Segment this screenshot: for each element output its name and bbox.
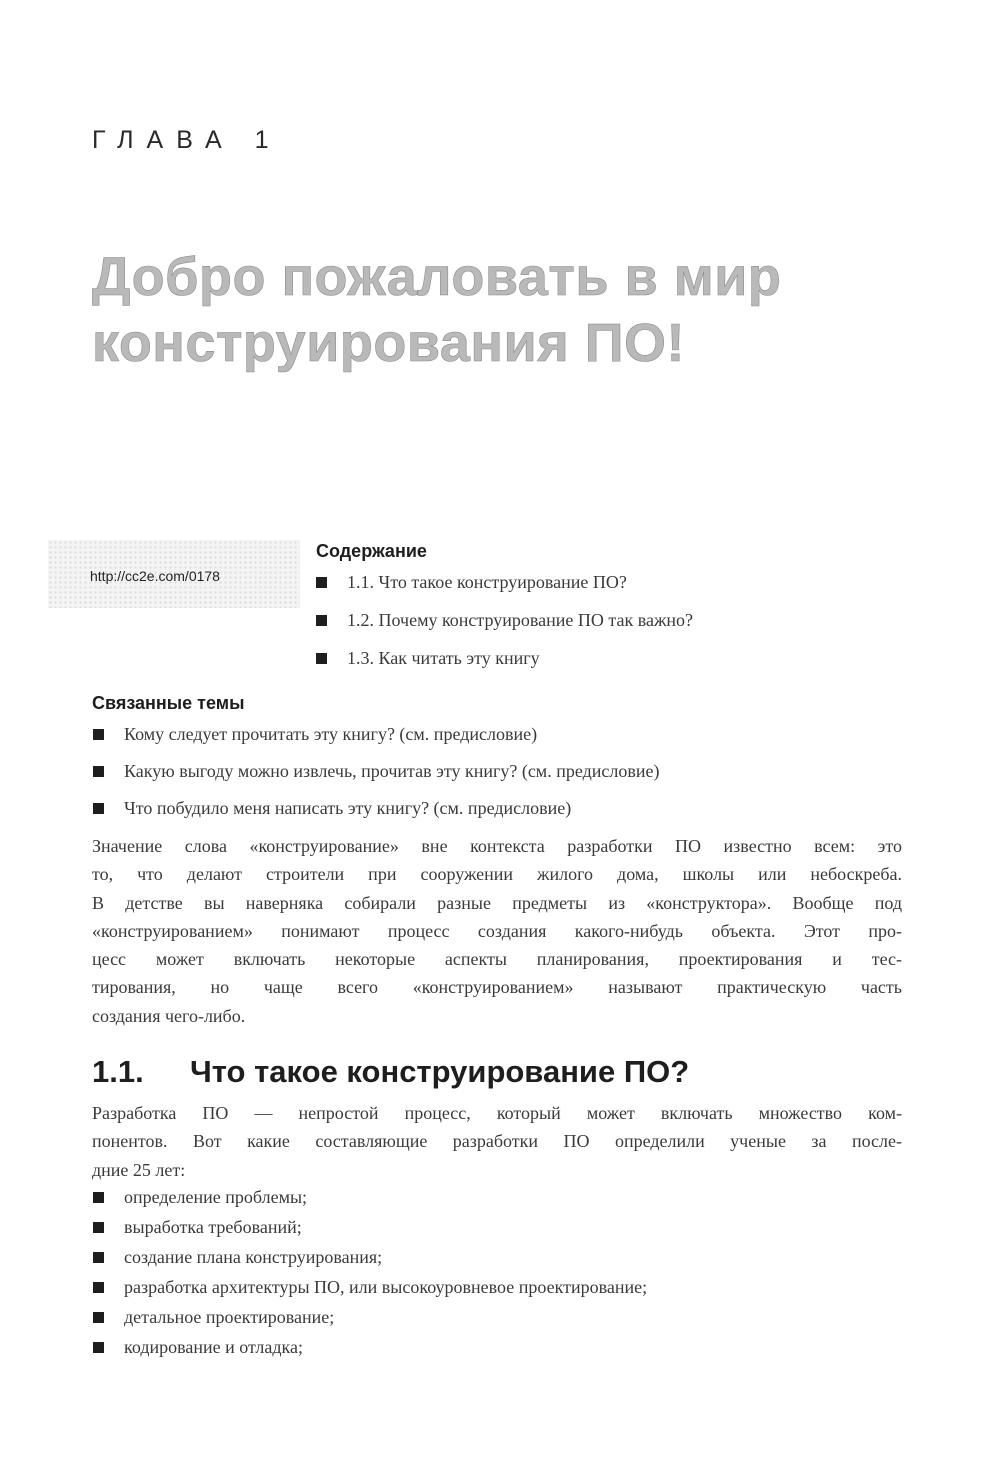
chapter-title xyxy=(92,244,952,376)
square-bullet-icon xyxy=(93,766,104,777)
section-title: Что такое конструирование ПО? xyxy=(190,1054,690,1089)
web-link[interactable]: http://cc2e.com/0178 xyxy=(90,568,220,584)
section-number: 1.1. xyxy=(92,1054,144,1089)
square-bullet-icon xyxy=(93,1252,104,1263)
component-item: определение проблемы; xyxy=(92,1183,647,1213)
component-item: детальное проектирование; xyxy=(92,1303,647,1333)
square-bullet-icon xyxy=(316,615,327,626)
square-bullet-icon xyxy=(93,1342,104,1353)
square-bullet-icon xyxy=(93,1282,104,1293)
square-bullet-icon xyxy=(93,803,104,814)
chapter-title-line-1: Добро пожаловать в мир xyxy=(92,247,782,307)
square-bullet-icon xyxy=(93,1312,104,1323)
paragraph-line: Значение слова «конструирование» вне контекста разработки ПО известно всем: это xyxy=(92,836,902,856)
square-bullet-icon xyxy=(316,653,327,664)
paragraph-line: дние 25 лет: xyxy=(92,1159,186,1180)
components-list xyxy=(92,1183,647,1363)
paragraph-line: понентов. Вот какие составляющие разработки ПО определили ученые за после- xyxy=(92,1131,902,1152)
contents-item: 1.3. Как читать эту книгу xyxy=(315,644,693,682)
square-bullet-icon xyxy=(93,1192,104,1203)
related-topic-item: Какую выгоду можно извлечь, прочитав эту книгу? (см. предисловие) xyxy=(92,757,659,794)
intro-paragraph xyxy=(92,832,902,1030)
component-item: выработка требований; xyxy=(92,1213,647,1243)
paragraph-line: создания чего-либо. xyxy=(92,1005,246,1026)
paragraph-line: «конструированием» понимают процесс создания какого-нибудь объекта. Этот про- xyxy=(92,920,902,941)
paragraph-line: Разработка ПО — непростой процесс, который может включать множество ком- xyxy=(92,1103,902,1123)
paragraph-line: тирования, но чаще всего «конструированием» называют практическую часть xyxy=(92,977,902,998)
section-paragraph xyxy=(92,1099,902,1184)
contents-item: 1.2. Почему конструирование ПО так важно? xyxy=(315,606,693,644)
component-item: кодирование и отладка; xyxy=(92,1333,647,1363)
contents-item: 1.1. Что такое конструирование ПО? xyxy=(315,568,693,606)
chapter-title-line-2: конструирования ПО! xyxy=(92,313,686,373)
contents-list xyxy=(315,568,693,682)
paragraph-line: цесс может включать некоторые аспекты планирования, проектирования и тес- xyxy=(92,949,902,970)
square-bullet-icon xyxy=(316,577,327,588)
square-bullet-icon xyxy=(93,729,104,740)
component-item: создание плана конструирования; xyxy=(92,1243,647,1273)
square-bullet-icon xyxy=(93,1222,104,1233)
paragraph-line: В детстве вы наверняка собирали разные предметы из «конструктора». Вообще под xyxy=(92,892,902,913)
paragraph-line: то, что делают строители при сооружении жилого дома, школы или небоскреба. xyxy=(92,864,902,885)
related-topics-heading: Связанные темы xyxy=(92,693,245,713)
related-topic-item: Что побудило меня написать эту книгу? (см. предисловие) xyxy=(92,794,659,831)
contents-heading: Содержание xyxy=(316,541,427,561)
chapter-label: ГЛАВА 1 xyxy=(92,126,282,154)
related-topics-list xyxy=(92,720,659,831)
component-item: разработка архитектуры ПО, или высокоуровневое проектирование; xyxy=(92,1273,647,1303)
related-topic-item: Кому следует прочитать эту книгу? (см. предисловие) xyxy=(92,720,659,757)
section-heading xyxy=(92,1054,689,1090)
